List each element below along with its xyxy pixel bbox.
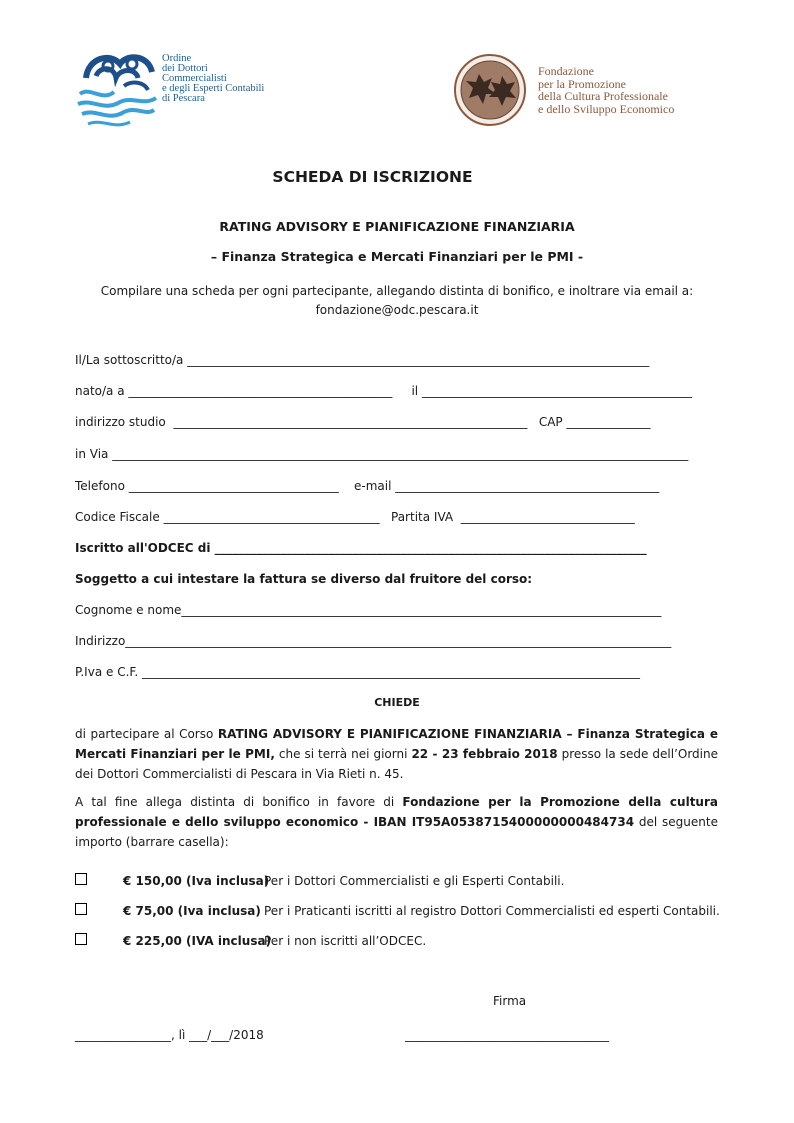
place-date-line[interactable]: ________________, lì ___/___/2018 (75, 1028, 264, 1042)
option-price-75: € 75,00 (Iva inclusa) (123, 904, 261, 918)
instructions (60, 282, 734, 320)
option-checkbox-225[interactable] (75, 933, 87, 945)
odcec-pescara-logo (74, 46, 274, 136)
contact-field-line[interactable]: Telefono ___________________________________ e-mail ____________________________________________ (75, 479, 660, 493)
option-desc-150: Per i Dottori Commercialisti e gli Esperti Contabili. (264, 874, 565, 888)
contact-email: fondazione@odc.pescara.it (315, 303, 479, 317)
option-price-225: € 225,00 (IVA inclusa) (123, 934, 272, 948)
request-paragraph: di partecipare al Corso RATING ADVISORY E PIANIFICAZIONE FINANZIARIA – Finanza Strategica e Mercati Finanziari per le PMI, che si terrà nei giorni 22 - 23 febbraio 2018 presso la sede dell’Ordine dei Dottori Commercialisti di Pescara in Via Rieti n. 45. (75, 727, 719, 781)
option-checkbox-75[interactable] (75, 903, 87, 915)
street-field-line[interactable]: in Via ________________________________________________________________________________________________ (75, 447, 689, 461)
invoice-name-field-line[interactable]: Cognome e nome________________________________________________________________________________ (75, 603, 662, 617)
odcec-emblem-icon (74, 46, 160, 134)
invoice-address-field-line[interactable]: Indirizzo___________________________________________________________________________________________ (75, 634, 672, 648)
name-field-line[interactable]: Il/La sottoscritto/a _____________________________________________________________________________ (75, 353, 650, 367)
birth-field-line[interactable]: nato/a a ____________________________________________ il _____________________________________________ (75, 384, 692, 398)
invoice-vat-field-line[interactable]: P.Iva e C.F. ___________________________________________________________________________________ (75, 665, 640, 679)
course-title: RATING ADVISORY E PIANIFICAZIONE FINANZIARIA (219, 219, 575, 234)
firma-label: Firma (493, 994, 527, 1008)
invoice-heading: Soggetto a cui intestare la fattura se diverso dal fruitore del corso: (75, 572, 533, 586)
option-price-150: € 150,00 (Iva inclusa) (123, 874, 270, 888)
tax-field-line[interactable]: Codice Fiscale ____________________________________ Partita IVA _____________________________ (75, 510, 635, 524)
address-field-line[interactable]: indirizzo studio ___________________________________________________________ CAP ______________ (75, 415, 651, 429)
payment-paragraph: A tal fine allega distinta di bonifico in favore di Fondazione per la Promozione della cultura professionale e dello sviluppo economico - IBAN IT95A0538715400000000484734 del seguente importo (barrare casella): (75, 795, 718, 849)
option-desc-75: Per i Praticanti iscritti al registro Dottori Commercialisti ed esperti Contabili. (264, 904, 720, 918)
course-subtitle: – Finanza Strategica e Mercati Finanziari per le PMI - (210, 249, 584, 264)
odcec-logo-text: Ordine dei Dottori Commercialisti e degli Esperti Contabili di Pescara (162, 53, 265, 104)
form-title: SCHEDA DI ISCRIZIONE (272, 168, 473, 186)
option-desc-225: Per i non iscritti all’ODCEC. (264, 934, 427, 948)
instructions-text: Compilare una scheda per ogni partecipante, allegando distinta di bonifico, e inoltrare via email a: (100, 284, 694, 298)
fondazione-seal-icon (452, 52, 532, 132)
fondazione-logo-text: Fondazione per la Promozione della Cultura Professionale e dello Sviluppo Economico (538, 64, 675, 116)
option-checkbox-150[interactable] (75, 873, 87, 885)
fondazione-logo (452, 52, 682, 132)
signature-line[interactable]: __________________________________ (405, 1028, 609, 1042)
odcec-field-line[interactable]: Iscritto all'ODCEC di ________________________________________________________________________ (75, 541, 647, 555)
chiede-heading: CHIEDE (374, 696, 420, 709)
